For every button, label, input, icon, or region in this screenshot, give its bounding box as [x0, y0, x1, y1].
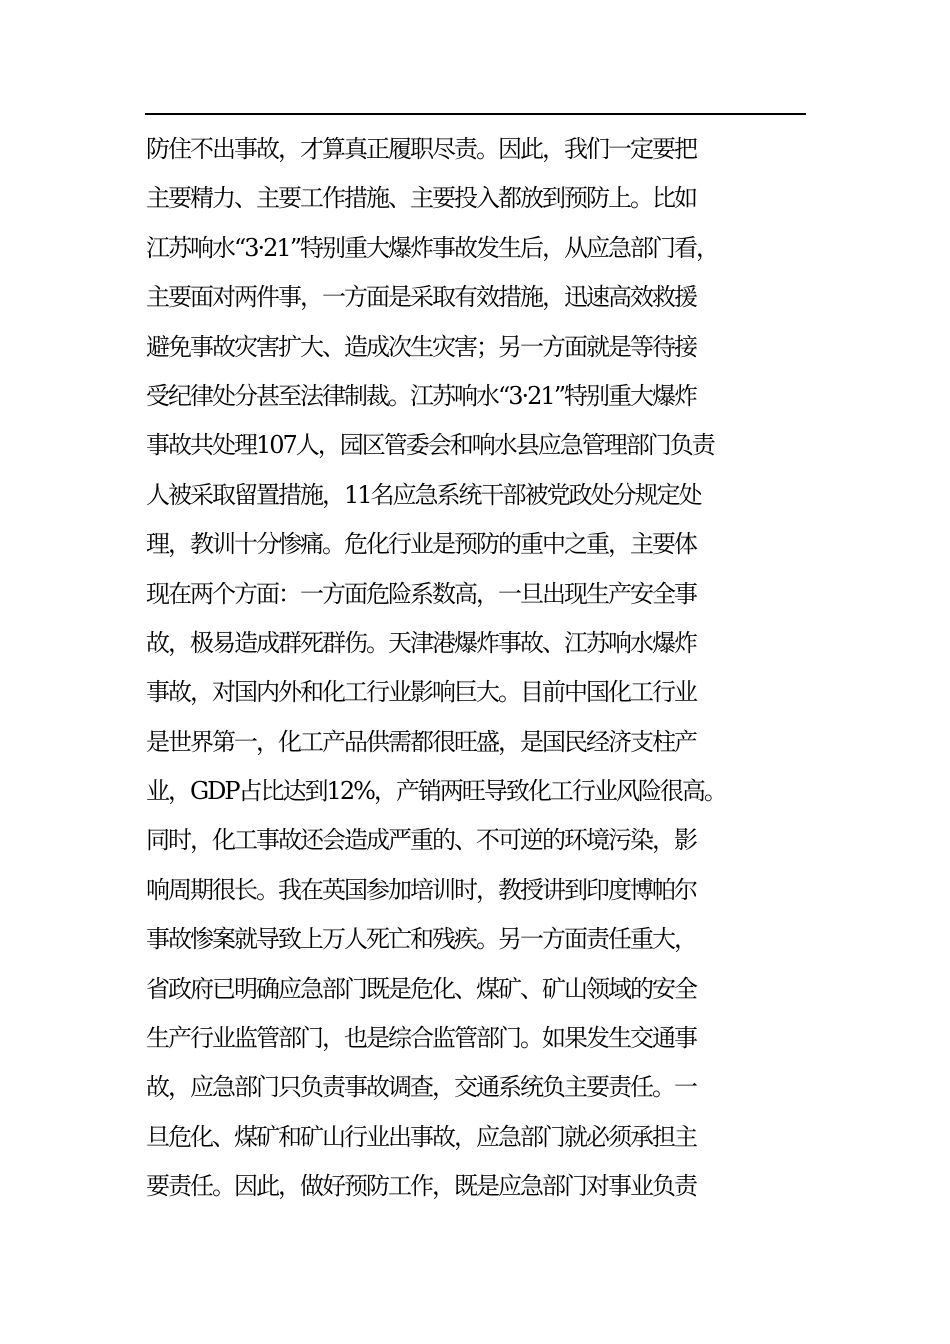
text-line-3: 江苏响水“3·21”特别重大爆炸事故发生后，从应急部门看，	[146, 233, 718, 262]
text-line-11: 故，极易造成群死群伤。天津港爆炸事故、江苏响水爆炸	[146, 628, 696, 657]
text-line-14: 业，GDP占比达到12%，产销两旺导致化工行业风险很高。	[146, 777, 726, 806]
text-line-13: 是世界第一，化工产品供需都很旺盛，是国民经济支柱产	[146, 727, 696, 756]
text-line-22: 要责任。因此，做好预防工作，既是应急部门对事业负责	[146, 1172, 696, 1201]
text-line-2: 主要精力、主要工作措施、主要投入都放到预防上。比如	[146, 184, 696, 213]
text-line-12: 事故，对国内外和化工行业影响巨大。目前中国化工行业	[146, 678, 696, 707]
text-line-17: 事故惨案就导致上万人死亡和残疾。另一方面责任重大，	[146, 925, 696, 954]
text-line-20: 故，应急部门只负责事故调查，交通系统负主要责任。一	[146, 1073, 696, 1102]
body-text	[146, 125, 836, 1212]
text-line-15: 同时，化工事故还会造成严重的、不可逆的环境污染，影	[146, 826, 696, 855]
text-line-21: 旦危化、煤矿和矿山行业出事故，应急部门就必须承担主	[146, 1122, 696, 1151]
text-line-7: 事故共处理107人，园区管委会和响水县应急管理部门负责	[146, 431, 714, 460]
text-line-1: 防住不出事故，才算真正履职尽责。因此，我们一定要把	[146, 135, 696, 163]
text-line-10: 现在两个方面：一方面危险系数高，一旦出现生产安全事	[146, 579, 696, 608]
text-line-16: 响周期很长。我在英国参加培训时，教授讲到印度博帕尔	[146, 875, 696, 904]
header-rule	[145, 113, 806, 115]
text-line-9: 理，教训十分惨痛。危化行业是预防的重中之重，主要体	[146, 530, 696, 559]
text-line-19: 生产行业监管部门，也是综合监管部门。如果发生交通事	[146, 1024, 696, 1053]
text-line-4: 主要面对两件事，一方面是采取有效措施，迅速高效救援	[146, 283, 696, 312]
text-line-8: 人被采取留置措施，11名应急系统干部被党政处分规定处	[146, 480, 701, 509]
text-line-18: 省政府已明确应急部门既是危化、煤矿、矿山领域的安全	[146, 974, 696, 1003]
text-line-5: 避免事故灾害扩大、造成次生灾害；另一方面就是等待接	[146, 332, 696, 361]
text-line-6: 受纪律处分甚至法律制裁。江苏响水“3·21”特别重大爆炸	[146, 381, 696, 410]
